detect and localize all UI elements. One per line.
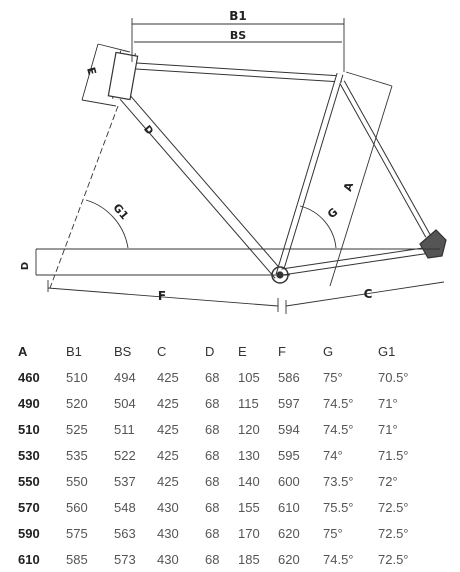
table-cell: 610 bbox=[278, 499, 300, 515]
table-row bbox=[18, 520, 428, 546]
header-g: G bbox=[323, 343, 334, 359]
table-cell: 425 bbox=[157, 369, 179, 385]
table-cell: 68 bbox=[205, 421, 220, 437]
header-g1: G1 bbox=[378, 343, 396, 359]
table-cell: 140 bbox=[238, 473, 260, 489]
table-cell: 68 bbox=[205, 395, 220, 411]
table-cell: 155 bbox=[238, 499, 260, 515]
frame-size-cell: 460 bbox=[18, 369, 40, 385]
table-cell: 620 bbox=[278, 551, 300, 567]
table-row bbox=[18, 494, 428, 520]
label-b1: B1 bbox=[229, 9, 247, 23]
table-cell: 75° bbox=[323, 525, 343, 541]
label-g: G bbox=[325, 205, 341, 222]
table-cell: 425 bbox=[157, 395, 179, 411]
table-cell: 550 bbox=[66, 473, 88, 489]
label-g1: G1 bbox=[110, 201, 132, 223]
frame-size-cell: 550 bbox=[18, 473, 40, 489]
header-bs: BS bbox=[114, 343, 132, 359]
table-cell: 425 bbox=[157, 421, 179, 437]
table-cell: 560 bbox=[66, 499, 88, 515]
header-a: A bbox=[18, 343, 28, 359]
table-row bbox=[18, 442, 428, 468]
frame-size-cell: 590 bbox=[18, 525, 40, 541]
label-d-tube: D bbox=[141, 123, 155, 138]
table-cell: 595 bbox=[278, 447, 300, 463]
header-f: F bbox=[278, 343, 286, 359]
table-cell: 75.5° bbox=[323, 499, 354, 515]
table-cell: 71.5° bbox=[378, 447, 409, 463]
table-cell: 494 bbox=[114, 369, 136, 385]
table-cell: 105 bbox=[238, 369, 260, 385]
table-cell: 74.5° bbox=[323, 395, 354, 411]
table-cell: 522 bbox=[114, 447, 136, 463]
table-cell: 68 bbox=[205, 551, 220, 567]
seat-tube bbox=[279, 74, 340, 275]
chain-stay bbox=[282, 250, 430, 272]
header-d: D bbox=[205, 343, 215, 359]
table-cell: 74.5° bbox=[323, 421, 354, 437]
table-cell: 535 bbox=[66, 447, 88, 463]
table-cell: 70.5° bbox=[378, 369, 409, 385]
table-cell: 72.5° bbox=[378, 525, 409, 541]
table-cell: 72.5° bbox=[378, 499, 409, 515]
table-cell: 170 bbox=[238, 525, 260, 541]
table-cell: 75° bbox=[323, 369, 343, 385]
frame-size-cell: 530 bbox=[18, 447, 40, 463]
table-cell: 510 bbox=[66, 369, 88, 385]
table-cell: 525 bbox=[66, 421, 88, 437]
table-cell: 74.5° bbox=[323, 551, 354, 567]
table-cell: 563 bbox=[114, 525, 136, 541]
table-cell: 185 bbox=[238, 551, 260, 567]
frame-size-cell: 570 bbox=[18, 499, 40, 515]
table-cell: 68 bbox=[205, 369, 220, 385]
table-cell: 68 bbox=[205, 499, 220, 515]
table-cell: 585 bbox=[66, 551, 88, 567]
label-bs: BS bbox=[229, 29, 247, 42]
table-cell: 425 bbox=[157, 473, 179, 489]
table-cell: 120 bbox=[238, 421, 260, 437]
label-f: F bbox=[157, 289, 167, 303]
table-cell: 430 bbox=[157, 551, 179, 567]
table-cell: 72° bbox=[378, 473, 398, 489]
frame-size-cell: 510 bbox=[18, 421, 40, 437]
header-b1: B1 bbox=[66, 343, 82, 359]
table-cell: 115 bbox=[238, 395, 259, 411]
table-cell: 430 bbox=[157, 499, 179, 515]
dimension-lines bbox=[36, 18, 444, 314]
table-cell: 620 bbox=[278, 525, 300, 541]
table-cell: 68 bbox=[205, 473, 220, 489]
table-cell: 586 bbox=[278, 369, 300, 385]
label-d-drop: D bbox=[20, 261, 31, 271]
table-cell: 130 bbox=[238, 447, 260, 463]
table-cell: 537 bbox=[114, 473, 136, 489]
table-cell: 597 bbox=[278, 395, 300, 411]
label-e: E bbox=[84, 65, 99, 77]
table-cell: 71° bbox=[378, 395, 398, 411]
header-e: E bbox=[238, 343, 247, 359]
table-cell: 74° bbox=[323, 447, 343, 463]
geometry-table-body bbox=[18, 364, 428, 572]
table-cell: 73.5° bbox=[323, 473, 354, 489]
table-cell: 511 bbox=[114, 421, 135, 437]
table-cell: 72.5° bbox=[378, 551, 409, 567]
table-row bbox=[18, 364, 428, 390]
seat-stay bbox=[342, 82, 428, 236]
down-tube bbox=[124, 96, 279, 275]
header-c: C bbox=[157, 343, 167, 359]
table-cell: 520 bbox=[66, 395, 88, 411]
table-row bbox=[18, 390, 428, 416]
geometry-table bbox=[18, 338, 428, 572]
table-cell: 594 bbox=[278, 421, 300, 437]
top-tube bbox=[136, 66, 342, 79]
table-cell: 504 bbox=[114, 395, 136, 411]
table-cell: 600 bbox=[278, 473, 300, 489]
table-row bbox=[18, 546, 428, 572]
table-cell: 575 bbox=[66, 525, 88, 541]
frame-size-cell: 490 bbox=[18, 395, 40, 411]
table-cell: 68 bbox=[205, 525, 220, 541]
table-cell: 68 bbox=[205, 447, 220, 463]
table-cell: 71° bbox=[378, 421, 398, 437]
table-row bbox=[18, 416, 428, 442]
label-c: C bbox=[363, 287, 373, 301]
label-a: A bbox=[341, 180, 357, 193]
table-cell: 548 bbox=[114, 499, 136, 515]
table-row bbox=[18, 468, 428, 494]
geometry-header-row bbox=[18, 338, 428, 364]
table-cell: 573 bbox=[114, 551, 136, 567]
frame-size-cell: 610 bbox=[18, 551, 40, 567]
table-cell: 430 bbox=[157, 525, 179, 541]
table-cell: 425 bbox=[157, 447, 179, 463]
